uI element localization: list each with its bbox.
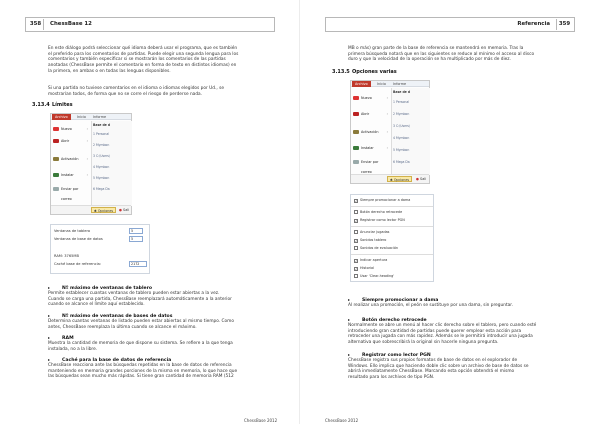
tab-report[interactable]: Informe bbox=[393, 82, 407, 86]
text-line: el preferido para los comentarios de partidas. Puede elegir una segunda lengua para los bbox=[48, 51, 239, 57]
exit-icon: ● bbox=[119, 208, 124, 212]
key-icon bbox=[353, 130, 359, 134]
menu-item-open[interactable] bbox=[352, 109, 390, 119]
recent-item[interactable]: 4 Mymbon bbox=[93, 165, 110, 169]
recent-item[interactable]: 2 Mymbon bbox=[393, 112, 410, 116]
text-line: comentarios y también especificar si se mostrarán los comentarios de las partidas bbox=[48, 57, 226, 63]
text-line: Cuando se carga una partida, ChessBase reemplazará automáticamente a la anterior bbox=[48, 296, 232, 302]
menu-item-install[interactable] bbox=[52, 170, 90, 180]
arrow-icon: ▸ bbox=[48, 313, 51, 318]
checkbox-announce-moves[interactable] bbox=[354, 230, 389, 234]
open-icon bbox=[353, 112, 359, 116]
text-line: ChessBase registra sus propios formatos de base de datos en el explorador de bbox=[348, 358, 518, 363]
checkbox-checked-icon: ✓ bbox=[355, 199, 358, 203]
text-line: En este diálogo podrá seleccionar qué idioma deberá usar el programa, que es también bbox=[48, 46, 238, 51]
ram-readout: RAM: 3765MB bbox=[54, 254, 79, 258]
menu-label: Instalar bbox=[361, 146, 374, 150]
menu-item-activation[interactable] bbox=[52, 154, 90, 164]
menu-label: Nuevo bbox=[61, 127, 72, 131]
divider bbox=[351, 254, 433, 255]
text-line: mostrarían todos, de forma que no se corre el riesgo de perderse nada. bbox=[48, 91, 203, 97]
checkbox-show-opening[interactable] bbox=[354, 258, 387, 263]
file-menu-dialog bbox=[50, 113, 132, 215]
left-note bbox=[48, 86, 280, 97]
section-number: 3.13.4 bbox=[32, 102, 50, 108]
item-body bbox=[48, 291, 280, 308]
left-intro bbox=[48, 46, 280, 75]
item-body bbox=[48, 341, 280, 352]
checkbox-unchecked-icon bbox=[354, 274, 358, 278]
cache-input[interactable]: 2172 bbox=[129, 261, 147, 267]
checkbox-label: Siempre promocionar a dama bbox=[360, 198, 411, 202]
recent-item[interactable]: 6 Mega Da bbox=[93, 187, 110, 191]
divider bbox=[351, 226, 433, 227]
right-running-title: Referencia bbox=[517, 21, 550, 27]
text-line: MB o más) gran parte de la base de referencia se mantendrá en memoria. Tras la bbox=[348, 46, 524, 51]
text-line: instalada, no a la libre. bbox=[48, 346, 98, 352]
text-line: Windows. Ello implica que haciendo doble clic sobre un archivo de base de datos se bbox=[348, 363, 529, 369]
item-body bbox=[348, 358, 580, 381]
recent-header: Base de d bbox=[93, 123, 111, 127]
text-line: introduciendo gran cantidad de partidas puede querer emplear esta acción para bbox=[348, 328, 522, 334]
board-windows-label: Ventanas de tablero bbox=[54, 229, 91, 233]
right-top-text bbox=[348, 46, 580, 63]
item-title: Nº máximo de ventanas de bases de datos bbox=[62, 314, 173, 319]
exit-icon: ● bbox=[416, 177, 421, 181]
checkbox-right-button-back[interactable] bbox=[354, 210, 402, 214]
section-heading-misc-options bbox=[332, 69, 397, 75]
chevron-right-icon: › bbox=[86, 139, 88, 143]
text-line: Al realizar una promoción, el peón se sustituye por una dama, sin preguntar. bbox=[348, 303, 514, 308]
options-label: Opciones bbox=[393, 178, 410, 182]
recent-item[interactable]: 3 C:\Users\ bbox=[393, 124, 410, 128]
exit-label: Sali bbox=[420, 177, 427, 181]
recent-item[interactable]: 4 Mymbon bbox=[393, 136, 410, 140]
chevron-right-icon: › bbox=[386, 146, 388, 150]
menu-label: Instalar bbox=[61, 173, 74, 177]
text-line: las búsquedas sean mucho más rápidas. Si tiene gran cantidad de memoria RAM (512 bbox=[48, 374, 234, 380]
recent-item[interactable]: 5 Mymbon bbox=[93, 176, 110, 180]
db-windows-input[interactable]: 5 bbox=[129, 236, 143, 242]
arrow-icon: ▸ bbox=[348, 352, 351, 357]
menu-item-new[interactable] bbox=[352, 93, 390, 103]
options-icon: ✱ bbox=[390, 178, 394, 182]
recent-item[interactable]: 1 Personal bbox=[393, 100, 410, 104]
recent-item[interactable]: 2 Mymbon bbox=[93, 143, 110, 147]
left-running-title: ChessBase 12 bbox=[50, 21, 92, 27]
chevron-right-icon: › bbox=[86, 173, 88, 177]
section-title: Límites bbox=[52, 102, 73, 108]
new-icon bbox=[53, 127, 59, 131]
tab-home[interactable]: Inicio bbox=[377, 82, 386, 86]
right-header bbox=[325, 17, 575, 32]
exit-button[interactable] bbox=[416, 176, 426, 182]
right-page-number: 359 bbox=[556, 19, 572, 30]
text-line: manteniendo en memoria grandes porciones de la misma en memoria, lo que hace que bbox=[48, 368, 238, 374]
dialog-button-bar bbox=[351, 174, 429, 183]
arrow-icon: ▸ bbox=[348, 317, 351, 322]
chevron-right-icon: › bbox=[386, 130, 388, 134]
checkbox-unchecked-icon bbox=[354, 210, 358, 214]
text-line: duro y que la velocidad de la operación se ha multiplicado por más de diez. bbox=[348, 57, 511, 63]
recent-databases bbox=[91, 121, 132, 206]
right-page bbox=[300, 0, 600, 424]
ribbon bbox=[51, 114, 131, 120]
checkbox-unchecked-icon bbox=[354, 246, 358, 250]
text-line: resultado para los archivos de tipo PGN. bbox=[348, 375, 435, 381]
recent-item[interactable]: 5 Mymbon bbox=[393, 148, 410, 152]
limits-form bbox=[50, 224, 150, 274]
file-tab[interactable]: Archivo bbox=[52, 114, 71, 120]
item-title: Registrar como lector PGN bbox=[362, 353, 431, 358]
divider bbox=[351, 206, 433, 207]
checkbox-label: Indicar apertura bbox=[360, 258, 388, 262]
text-line: Permite establecer cuantas ventanas de tablero pueden estar abiertas a la vez. bbox=[48, 291, 220, 296]
mail-icon bbox=[353, 160, 359, 164]
file-tab[interactable]: Archivo bbox=[352, 81, 371, 87]
menu-label: Enviar por correo bbox=[361, 160, 379, 174]
options-icon: ✱ bbox=[94, 209, 98, 213]
chevron-right-icon: › bbox=[386, 112, 388, 116]
recent-item[interactable]: 3 C:\Users\ bbox=[93, 154, 110, 158]
item-body bbox=[48, 363, 280, 380]
text-line: Normalmente se abre un menú al hacer clic derecho sobre el tablero, pero cuando esté bbox=[348, 323, 537, 328]
checkbox-label: Usar 'Clear-heading' bbox=[360, 274, 395, 278]
checkbox-clear-heading[interactable] bbox=[354, 274, 394, 278]
arrow-icon: ▸ bbox=[348, 297, 351, 302]
text-line: alternativa que sobrescribirá la original sin hacerle ninguna pregunta. bbox=[348, 340, 499, 346]
item-title: Siempre promocionar a dama bbox=[362, 298, 439, 303]
text-line: antes, ChessBase reemplaza la última cuando se alcance el máximo. bbox=[48, 324, 197, 330]
checkbox-label: Registrar como lector PGN bbox=[360, 218, 405, 222]
text-line: ChessBase reacciona ante las búsquedas repetidas en la base de datos de referencia bbox=[48, 363, 232, 368]
arrow-icon: ▸ bbox=[48, 285, 51, 290]
text-line: retroceder una jugada con más rapidez. Además se le permitirá introducir una jugada bbox=[348, 334, 533, 340]
tab-report[interactable]: Informe bbox=[93, 115, 107, 119]
menu-label: Activación bbox=[361, 130, 379, 134]
checkbox-label: Sonidos tablero bbox=[360, 238, 387, 242]
menu-item-activation[interactable] bbox=[352, 127, 390, 137]
checkbox-label: Botón derecho retrocede bbox=[360, 210, 403, 214]
checkbox-label: Sonidos de evaluación bbox=[360, 246, 399, 250]
menu-label: Abrir bbox=[61, 139, 70, 143]
recent-databases bbox=[391, 88, 430, 175]
chevron-right-icon: › bbox=[86, 157, 88, 161]
menu-label: Nuevo bbox=[361, 96, 372, 100]
checkbox-promote-queen[interactable] bbox=[354, 198, 410, 203]
dialog-button-bar bbox=[51, 205, 131, 214]
arrow-icon: ▸ bbox=[48, 357, 51, 362]
checkbox-checked-icon: ✓ bbox=[355, 267, 358, 271]
menu-label: Activación bbox=[61, 157, 79, 161]
misc-options-panel bbox=[350, 194, 434, 282]
checkbox-eval-sounds[interactable] bbox=[354, 246, 398, 250]
checkbox-label: Anunciar jugadas bbox=[360, 230, 390, 234]
db-windows-label: Ventanas de base de datos bbox=[54, 237, 103, 241]
text-line: Muestra la cantidad de memoria de que dispone su sistema. Se refiere a la que tenga bbox=[48, 341, 233, 346]
left-header bbox=[25, 17, 275, 32]
menu-item-install[interactable] bbox=[352, 143, 390, 153]
chevron-right-icon: › bbox=[386, 96, 388, 100]
text-line: la primera, en ambas o en todas las lenguas disponibles. bbox=[48, 68, 171, 74]
board-windows-input[interactable]: 5 bbox=[129, 228, 143, 234]
exit-label: Sali bbox=[123, 208, 130, 212]
checkbox-checked-icon: ✓ bbox=[355, 239, 358, 243]
section-number: 3.13.5 bbox=[332, 69, 350, 75]
section-heading-limits bbox=[32, 102, 73, 108]
section-title: Opciones varias bbox=[352, 69, 397, 75]
checkbox-history[interactable] bbox=[354, 266, 374, 271]
item-title: Caché para la base de datos de referencia bbox=[62, 358, 172, 363]
checkbox-unchecked-icon bbox=[354, 230, 358, 234]
item-body bbox=[48, 319, 280, 330]
key-icon bbox=[53, 157, 59, 161]
install-icon bbox=[353, 146, 359, 150]
options-label: Opciones bbox=[97, 209, 114, 213]
menu-item-open[interactable] bbox=[52, 136, 90, 146]
exit-button[interactable] bbox=[119, 207, 129, 213]
mail-icon bbox=[53, 187, 59, 191]
menu-item-mail[interactable] bbox=[352, 157, 390, 174]
text-line: primera búsqueda notará que en las siguientes se reduce al mínimo el acceso al disco bbox=[348, 51, 535, 57]
item-title: RAM bbox=[62, 336, 74, 341]
install-icon bbox=[53, 173, 59, 177]
checkbox-checked-icon: ✓ bbox=[355, 259, 358, 263]
left-page-number: 358 bbox=[28, 19, 44, 30]
tab-home[interactable]: Inicio bbox=[77, 115, 86, 119]
menu-label: Abrir bbox=[361, 112, 370, 116]
menu-label: Enviar por correo bbox=[61, 187, 79, 201]
checkbox-board-sounds[interactable] bbox=[354, 238, 386, 243]
ribbon bbox=[351, 81, 429, 87]
item-title: Nº máximo de ventanas de tablero bbox=[62, 286, 153, 291]
open-icon bbox=[53, 139, 59, 143]
arrow-icon: ▸ bbox=[48, 335, 51, 340]
chevron-right-icon: › bbox=[86, 127, 88, 131]
checkbox-pgn-reader[interactable] bbox=[354, 218, 405, 223]
text-line: abrirá inmediatamente ChessBase. Marcando esta opción obtendrá el mismo bbox=[348, 369, 515, 375]
text-line: anotadas (ChessBase permite el comentario en forma de texto en distintos idiomas) en bbox=[48, 63, 237, 69]
options-button[interactable] bbox=[91, 207, 116, 213]
options-button[interactable] bbox=[387, 176, 412, 182]
recent-header: Base de d bbox=[393, 90, 411, 94]
item-body bbox=[348, 323, 580, 346]
left-footer: ChessBase 2012 bbox=[244, 418, 278, 423]
menu-item-mail[interactable] bbox=[52, 184, 90, 201]
new-icon bbox=[353, 96, 359, 100]
cache-label: Caché base de referencia: bbox=[54, 262, 102, 266]
item-title: Botón derecho retrocede bbox=[362, 318, 427, 323]
recent-item[interactable]: 1 Personal bbox=[93, 132, 110, 136]
checkbox-label: Historial bbox=[360, 266, 375, 270]
menu-item-new[interactable] bbox=[52, 124, 90, 134]
right-footer: ChessBase 2012 bbox=[325, 418, 359, 423]
text-line: cuando se alcance el límite aquí establecido. bbox=[48, 302, 145, 308]
text-line: Determina cuantas ventanas de listado pueden estar abiertas al mismo tiempo. Como bbox=[48, 319, 234, 324]
checkbox-checked-icon: ✓ bbox=[355, 219, 358, 223]
recent-item[interactable]: 6 Mega Da bbox=[393, 160, 410, 164]
file-menu-dialog bbox=[350, 80, 430, 184]
item-body bbox=[348, 303, 580, 309]
text-line: Si una partida no tuviese comentarios en el idioma o idiomas elegidos por Ud., se bbox=[48, 86, 225, 91]
